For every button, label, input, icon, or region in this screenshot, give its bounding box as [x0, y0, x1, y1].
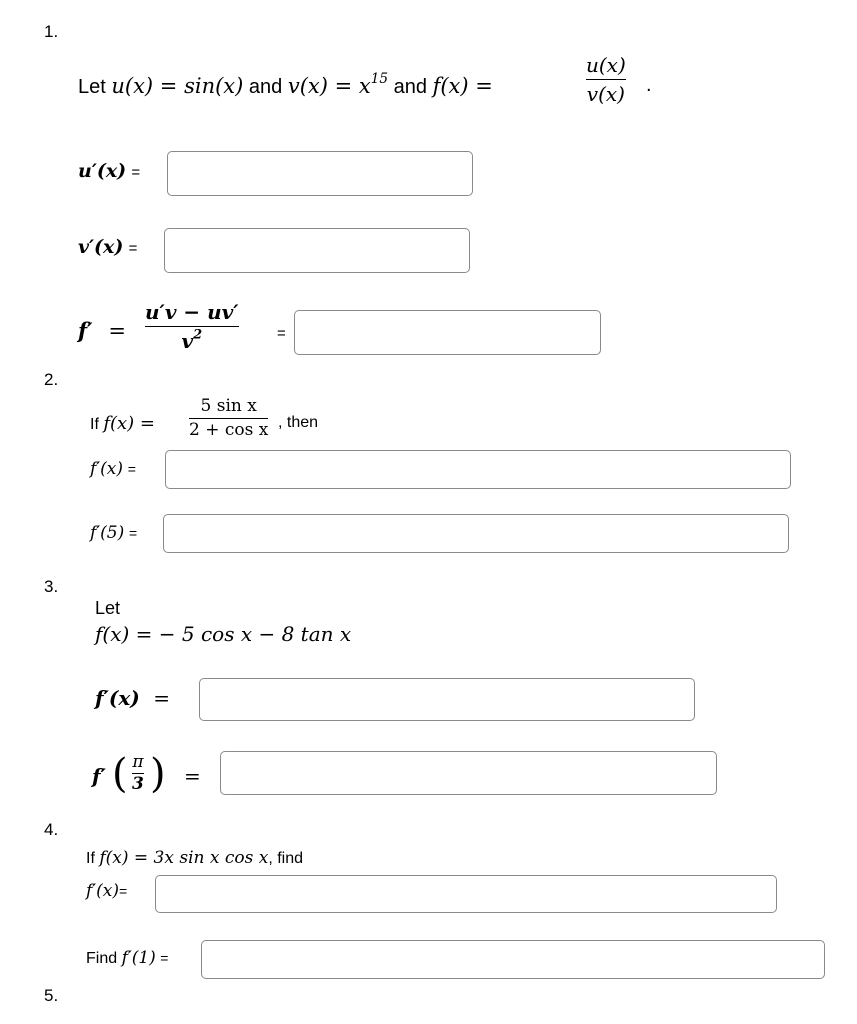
left-parenthesis: (: [112, 751, 128, 797]
right-parenthesis: ): [150, 751, 166, 797]
and-text: and: [248, 76, 283, 98]
find-text: , find: [268, 850, 304, 867]
problem-number-4: 4.: [44, 820, 59, 839]
f-prime-pi3-input[interactable]: [220, 751, 717, 795]
quotient-rule-denominator: [181, 327, 203, 353]
quotient-rule-numerator: u′v − uv′: [145, 300, 239, 324]
problem-1-statement: [78, 72, 493, 101]
v-definition-base: v(x) = x: [287, 74, 371, 98]
fraction-bar: [145, 326, 239, 327]
f-prime-x-label: f′(x): [95, 686, 140, 710]
f-prime-1-input[interactable]: [201, 940, 825, 979]
fraction-bar: [189, 418, 268, 419]
equals-sign: =: [153, 686, 171, 710]
problem-4-statement: [86, 848, 303, 868]
u-prime-label-row: [78, 160, 140, 183]
f-prime-1-label: f′(1): [121, 948, 156, 968]
fraction-bar: [586, 79, 626, 80]
denominator-3: 3: [132, 774, 144, 794]
period: .: [646, 74, 652, 96]
f-prime-x-input[interactable]: [199, 678, 695, 721]
v-exponent: 15: [370, 70, 389, 87]
equals-sign: =: [184, 764, 201, 788]
f-prime-x-label: f′(x): [90, 459, 124, 479]
f-definition-lhs: f(x) =: [103, 413, 156, 434]
f-prime-label: f′: [78, 318, 93, 343]
problem-number-5: 5.: [44, 986, 59, 1005]
u-definition: u(x) = sin(x): [111, 74, 244, 98]
equals-sign: =: [128, 525, 138, 541]
f-prime-x-input[interactable]: [155, 875, 777, 913]
pi-numerator: π: [132, 752, 144, 772]
f-prime-5-label: f′(5): [90, 523, 125, 543]
problem-2-statement: [90, 413, 155, 434]
v-prime-label: v′(x): [78, 236, 124, 258]
equals-sign: =: [127, 461, 136, 477]
v-definition: [287, 70, 389, 98]
problem-number-1: 1.: [44, 22, 59, 41]
equals-sign: =: [108, 319, 127, 343]
equals-sign: =: [160, 950, 169, 966]
v-prime-label-row: [78, 236, 137, 259]
f-prime-5-input[interactable]: [163, 514, 789, 553]
fraction-denominator-v: v(x): [586, 82, 625, 106]
equals-sign: =: [277, 325, 286, 342]
let-text: Let: [78, 76, 106, 98]
find-text-2: Find: [86, 950, 118, 967]
fraction-numerator-u: u(x): [586, 53, 626, 77]
quotient-rule-denominator-base: v: [181, 329, 194, 353]
denominator-exponent: 2: [193, 327, 203, 343]
f-prime-x-input[interactable]: [165, 450, 791, 489]
let-text: Let: [95, 598, 121, 618]
f-definition-fraction: [189, 398, 268, 439]
f-definition: f(x) = 3x sin x cos x: [99, 848, 269, 868]
fraction-denominator: 2 + cos x: [189, 420, 269, 440]
f-prime-label-row: [78, 318, 126, 344]
if-text: If: [90, 416, 99, 433]
fraction-numerator: 5 sin x: [200, 396, 257, 416]
f-prime-1-label-row: [86, 948, 168, 968]
u-prime-label: u′(x): [78, 160, 127, 182]
problem-number-2: 2.: [44, 370, 59, 389]
then-text: , then: [278, 414, 319, 431]
u-prime-input[interactable]: [167, 151, 473, 196]
f-prime-x-label-row: [95, 686, 170, 711]
f-prime-input[interactable]: [294, 310, 601, 355]
equals-sign: =: [119, 883, 128, 899]
problem-number-3: 3.: [44, 577, 59, 596]
f-prime-5-label-row: [90, 523, 137, 543]
if-text: If: [86, 850, 95, 867]
f-definition: f(x) = − 5 cos x − 8 tan x: [95, 622, 352, 646]
f-definition-lhs: f(x) =: [432, 74, 493, 98]
f-prime-label: f′: [92, 764, 106, 788]
f-prime-x-label: f′(x): [86, 881, 120, 901]
equals-sign: =: [128, 240, 138, 257]
pi-over-3-fraction: [132, 754, 144, 793]
f-prime-x-label-row: [86, 881, 127, 901]
f-prime-x-label-row: [90, 459, 136, 479]
quotient-rule-fraction: [145, 302, 239, 351]
equals-sign: =: [131, 164, 141, 181]
f-quotient-fraction: [586, 55, 626, 104]
v-prime-input[interactable]: [164, 228, 470, 273]
and-text-2: and: [393, 76, 428, 98]
